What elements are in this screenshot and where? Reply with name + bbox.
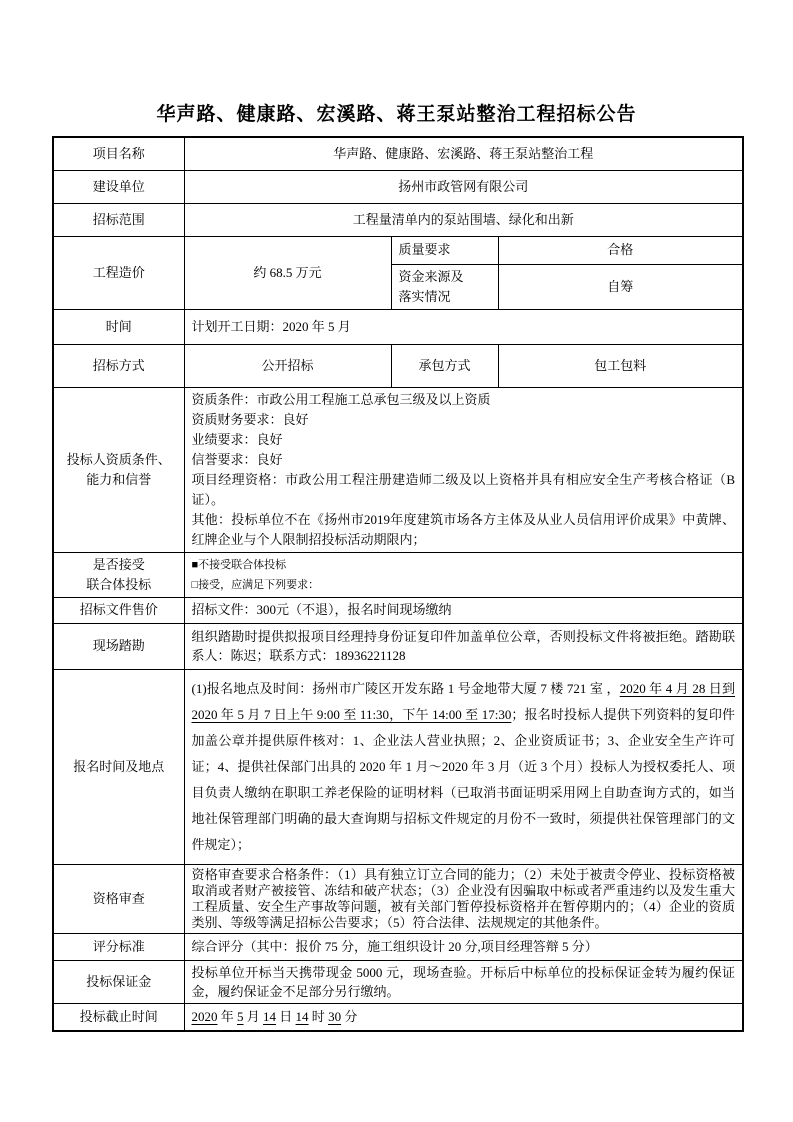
qualification-line: 信誉要求：良好: [191, 451, 283, 467]
deadline-value: [184, 1003, 743, 1031]
checkbox-filled-option: ■不接受联合体投标: [191, 558, 287, 571]
qualification-value: [184, 387, 743, 552]
funding-label: [391, 264, 498, 309]
qualification-label-line1: 投标人资质条件、: [66, 451, 171, 467]
row-schedule: [53, 309, 743, 344]
row-deadline: [53, 1003, 743, 1031]
deadline-text: 时: [308, 1008, 329, 1024]
row-scope: [53, 203, 743, 236]
qualification-line: 业绩要求：良好: [191, 431, 283, 447]
qualification-line: 资质财务要求：良好: [191, 411, 309, 427]
row-review: [53, 864, 743, 933]
row-deposit: [53, 960, 743, 1003]
deadline-text: 年: [217, 1008, 238, 1024]
doc-price-value: 招标文件：300元（不退），报名时间现场缴纳: [184, 597, 743, 623]
row-scoring: [53, 933, 743, 960]
row-project-name: [53, 137, 743, 170]
funding-value: 自筹: [498, 264, 743, 309]
consortium-label: [53, 552, 184, 597]
funding-label-line1: 资金来源及: [398, 268, 464, 284]
row-registration: [53, 669, 743, 864]
row-qualification: [53, 387, 743, 552]
review-label: 资格审查: [53, 864, 184, 933]
funding-label-line2: 落实情况: [398, 288, 451, 304]
row-consortium: [53, 552, 743, 597]
deadline-text: 分: [341, 1008, 358, 1024]
deadline-text: 日: [276, 1008, 296, 1024]
contract-method-value: 包工包料: [498, 344, 743, 387]
site-visit-label: 现场踏勘: [53, 623, 184, 669]
deposit-label: 投标保证金: [53, 960, 184, 1003]
quality-label: 质量要求: [391, 236, 498, 264]
deadline-month: 5: [237, 1008, 244, 1024]
cost-value: 约 68.5 万元: [184, 236, 391, 309]
deadline-label: 投标截止时间: [53, 1003, 184, 1031]
quality-value: 合格: [498, 236, 743, 264]
scoring-value: 综合评分（其中：报价 75 分，施工组织设计 20 分,项目经理答辩 5 分）: [184, 933, 743, 960]
schedule-label: 时间: [53, 309, 184, 344]
scoring-label: 评分标准: [53, 933, 184, 960]
tender-notice-table: [52, 136, 744, 1032]
row-doc-price: [53, 597, 743, 623]
document-title: 华声路、健康路、宏溪路、蒋王泵站整治工程招标公告: [156, 104, 637, 125]
project-name-value: 华声路、健康路、宏溪路、蒋王泵站整治工程: [184, 137, 743, 170]
schedule-value: 计划开工日期：2020 年 5 月: [184, 309, 743, 344]
qualification-line: 项目经理资格：市政公用工程注册建造师二级及以上资格并具有相应安全生产考核合格证（B 证）。: [191, 471, 736, 507]
consortium-value: [184, 552, 743, 597]
consortium-label-line2: 联合体投标: [86, 576, 152, 592]
deadline-year: 2020: [191, 1008, 218, 1024]
scope-label: 招标范围: [53, 203, 184, 236]
registration-text: ；报名时投标人提供下列资料的复印件加盖公章并提供原件核对：1、企业法人营业执照；2、企业资质证书；3、企业安全生产许可证；4、提供社保部门出具的 2020 年 1 月～2020 年 3 月（近 3 个月）投标人为授权委托人、项目负责人缴纳在职职工养老保险的证明材料（已取消书面证明采用网上自助查询方式的，如当地社保管理部门明确的最大查询期与招标文件规定的月份不一致时，须提供社保管理部门的文件规定）；: [191, 706, 736, 852]
scope-value: 工程量清单内的泵站围墙、绿化和出新: [184, 203, 743, 236]
qualification-line: 其他：投标单位不在《扬州市2019年度建筑市场各方主体及从业人员信用评价成果》中黄牌、红牌企业与个人限制招投标活动期限内；: [191, 511, 736, 547]
bid-method-value: 公开招标: [184, 344, 391, 387]
deadline-minute: 30: [328, 1008, 342, 1024]
owner-label: 建设单位: [53, 170, 184, 203]
consortium-label-line1: 是否接受: [92, 556, 145, 572]
checkbox-empty-option: □接受，应满足下列要求：: [191, 578, 320, 591]
bid-method-label: 招标方式: [53, 344, 184, 387]
review-value: 资格审查要求合格条件：（1）具有独立订立合同的能力；（2）未处于被责令停业、投标资格被取消或者财产被接管、冻结和破产状态；（3）企业没有因骗取中标或者严重违约以及发生重大工程质量、安全生产事故等问题，被有关部门暂停投标资格并在暂停期内的；（4）企业的资质类别、等级等满足招标公告要求；（5）符合法律、法规规定的其他条件。: [184, 864, 743, 933]
site-visit-value: 组织踏勘时提供拟报项目经理持身份证复印件加盖单位公章，否则投标文件将被拒绝。踏勘联系人：陈迟；联系方式：18936221128: [184, 623, 743, 669]
cost-label: 工程造价: [53, 236, 184, 309]
registration-underlined-dates: 2020 年 4 月 28 日到 2020 年 5 月 7 日上午 9:00 至 11:30，下午 14:00 至 17:30: [191, 680, 736, 722]
owner-value: 扬州市政管网有限公司: [184, 170, 743, 203]
qualification-line: 资质条件：市政公用工程施工总承包三级及以上资质: [191, 391, 491, 407]
doc-price-label: 招标文件售价: [53, 597, 184, 623]
registration-label: 报名时间及地点: [53, 669, 184, 864]
deadline-day: 14: [263, 1008, 277, 1024]
deadline-text: 月: [243, 1008, 264, 1024]
row-cost-quality: [53, 236, 743, 264]
qualification-label-line2: 能力和信誉: [86, 471, 152, 487]
deadline-hour: 14: [295, 1008, 309, 1024]
contract-method-label: 承包方式: [391, 344, 498, 387]
row-bid-method: [53, 344, 743, 387]
qualification-label: [53, 387, 184, 552]
row-site-visit: [53, 623, 743, 669]
deposit-value: 投标单位开标当天携带现金 5000 元，现场查验。开标后中标单位的投标保证金转为履约保证金，履约保证金不足部分另行缴纳。: [184, 960, 743, 1003]
project-name-label: 项目名称: [53, 137, 184, 170]
row-owner: [53, 170, 743, 203]
registration-value: [184, 669, 743, 864]
registration-text: (1)报名地点及时间：扬州市广陵区开发东路 1 号金地带大厦 7 楼 721 室 ，: [191, 680, 620, 696]
